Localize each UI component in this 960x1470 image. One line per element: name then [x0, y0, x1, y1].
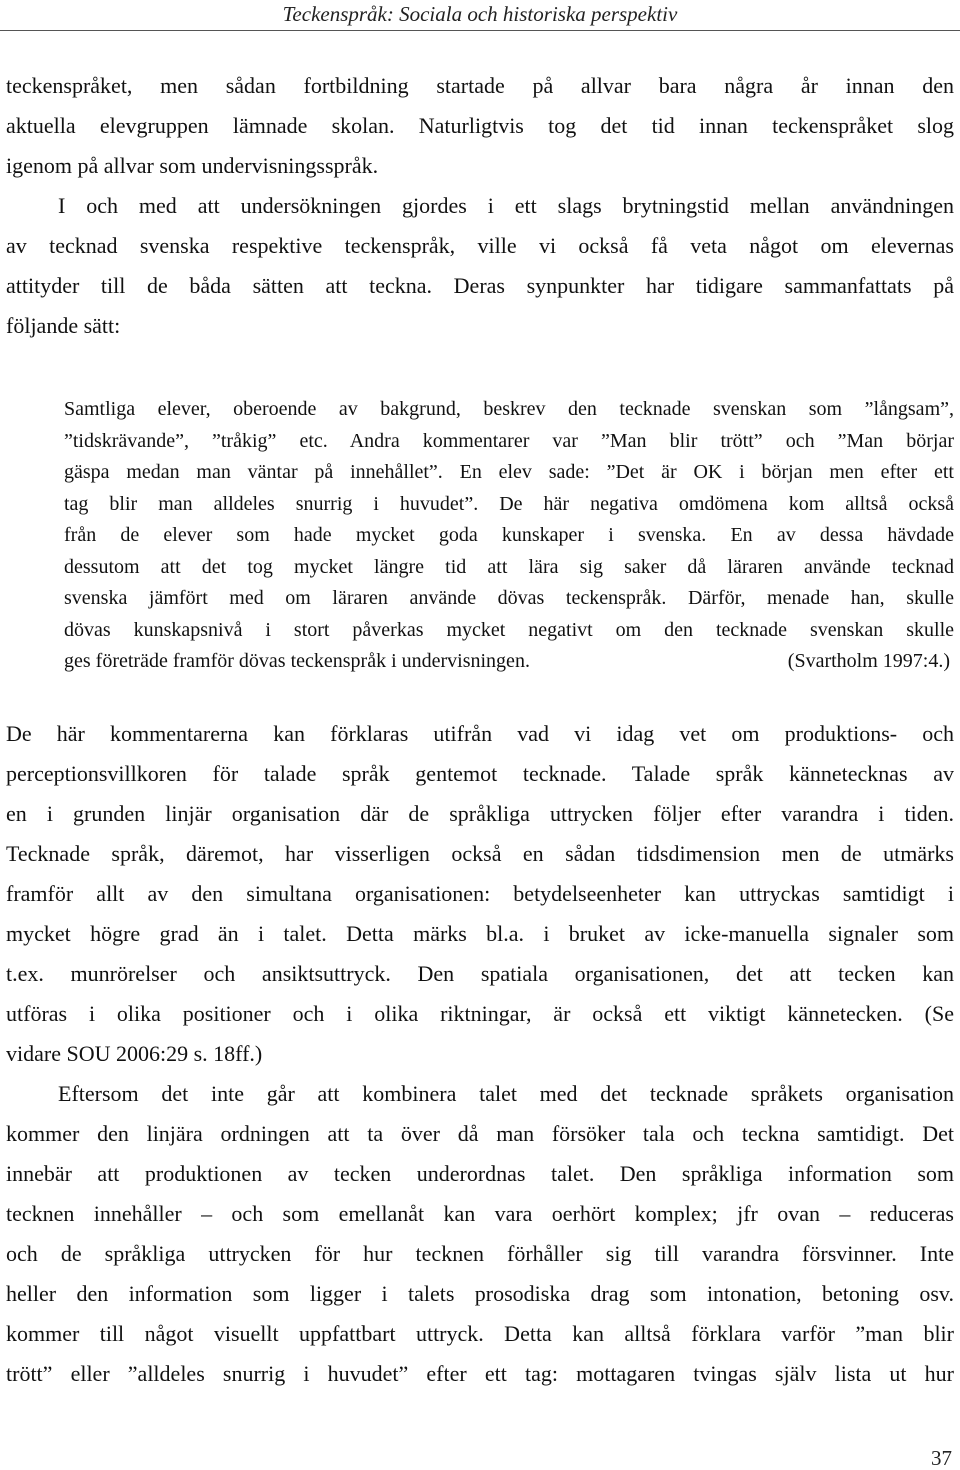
- text-line: attityder till de båda sätten att teckna. Deras synpunkter har tidigare sammanfattats på: [6, 273, 954, 298]
- paragraph-main: [6, 714, 954, 1394]
- text-line: trött” eller ”alldeles snurrig i huvudet” efter ett tag: mottagaren tvingas själv lista ut hur: [6, 1361, 954, 1386]
- text-line: innebär att produktionen av tecken underordnas talet. Den språkliga information som: [6, 1161, 954, 1186]
- text-line: av tecknad svenska respektive teckenspråk, ville vi också få veta något om elevernas: [6, 233, 954, 258]
- quote-line: ”tidskrävande”, ”tråkig” etc. Andra kommentarer var ”Man blir trött” och ”Man börjar: [64, 429, 954, 452]
- quote-line: svenska jämfört med om läraren använde dövas teckenspråk. Därför, menade han, skulle: [64, 587, 954, 609]
- quote-final-line: [64, 646, 954, 678]
- text-line: följande sätt:: [6, 313, 121, 338]
- quote-line: tag blir man alldeles snurrig i huvudet”. De här negativa omdömena kom alltså också: [64, 492, 954, 515]
- quote-final-text: ges företräde framför dövas teckenspråk i undervisningen.: [64, 650, 530, 672]
- text-line: Eftersom det inte går att kombinera talet med det tecknade språkets organisation: [58, 1081, 954, 1106]
- text-line: mycket högre grad än i talet. Detta märks bl.a. i bruket av icke-manuella signaler som: [6, 921, 954, 946]
- text-line: utföras i olika positioner och i olika riktningar, är också ett viktigt kännetecken. (Se: [6, 1001, 954, 1026]
- text-line: aktuella elevgruppen lämnade skolan. Naturligtvis tog det tid innan teckenspråket slog: [6, 113, 954, 138]
- paragraph-intro: [6, 66, 954, 346]
- quote-line: från de elever som hade mycket goda kunskaper i svenska. En av dessa hävdade: [64, 524, 954, 546]
- text-line: t.ex. munrörelser och ansiktsuttryck. Den spatiala organisationen, det att tecken kan: [6, 961, 954, 986]
- text-line: I och med att undersökningen gjordes i ett slags brytningstid mellan användningen: [58, 193, 954, 218]
- text-line: teckenspråket, men sådan fortbildning startade på allvar bara några år innan den: [6, 73, 954, 98]
- text-line: kommer till något visuellt uppfattbart uttryck. Detta kan alltså förklara varför ”man blir: [6, 1321, 954, 1346]
- page-number: 37: [931, 1446, 952, 1470]
- text-line: vidare SOU 2006:29 s. 18ff.): [6, 1041, 263, 1066]
- quote-line: gäspa medan man väntar på innehållet”. En elev sade: ”Det är OK i början men efter ett: [64, 461, 954, 483]
- quote-line: dövas kunskapsnivå i stort påverkas mycket negativt om den tecknade svenskan skulle: [64, 618, 954, 641]
- block-quote: [64, 394, 954, 678]
- text-line: De här kommentarerna kan förklaras utifrån vad vi idag vet om produktions- och: [6, 721, 954, 746]
- running-header: Teckenspråk: Sociala och historiska perspektiv: [0, 0, 960, 31]
- citation: (Svartholm 1997:4.): [787, 650, 950, 672]
- text-line: kommer den linjära ordningen att ta över då man försöker tala och teckna samtidigt. Det: [6, 1121, 954, 1146]
- text-line: en i grunden linjär organisation där de språkliga uttrycken följer efter varandra i tiden.: [6, 801, 954, 826]
- quote-line: Samtliga elever, oberoende av bakgrund, beskrev den tecknade svenskan som ”långsam”,: [64, 398, 954, 420]
- text-line: heller den information som ligger i talets prosodiska drag som intonation, betoning osv.: [6, 1281, 954, 1306]
- text-line: perceptionsvillkoren för talade språk gentemot tecknade. Talade språk kännetecknas av: [6, 761, 954, 786]
- text-line: Tecknade språk, däremot, har visserligen också en sådan tidsdimension men de utmärks: [6, 841, 954, 866]
- quote-line: dessutom att det tog mycket längre tid att lära sig saker då läraren använde tecknad: [64, 555, 954, 578]
- text-line: igenom på allvar som undervisningsspråk.: [6, 153, 379, 178]
- text-line: framför allt av den simultana organisationen: betydelseenheter kan uttryckas samtidigt i: [6, 881, 954, 906]
- text-line: och de språkliga uttrycken för hur tecknen förhåller sig till varandra försvinner. Inte: [6, 1241, 954, 1266]
- text-line: tecknen innehåller – och som emellanåt kan vara oerhört komplex; jfr ovan – reduceras: [6, 1201, 954, 1226]
